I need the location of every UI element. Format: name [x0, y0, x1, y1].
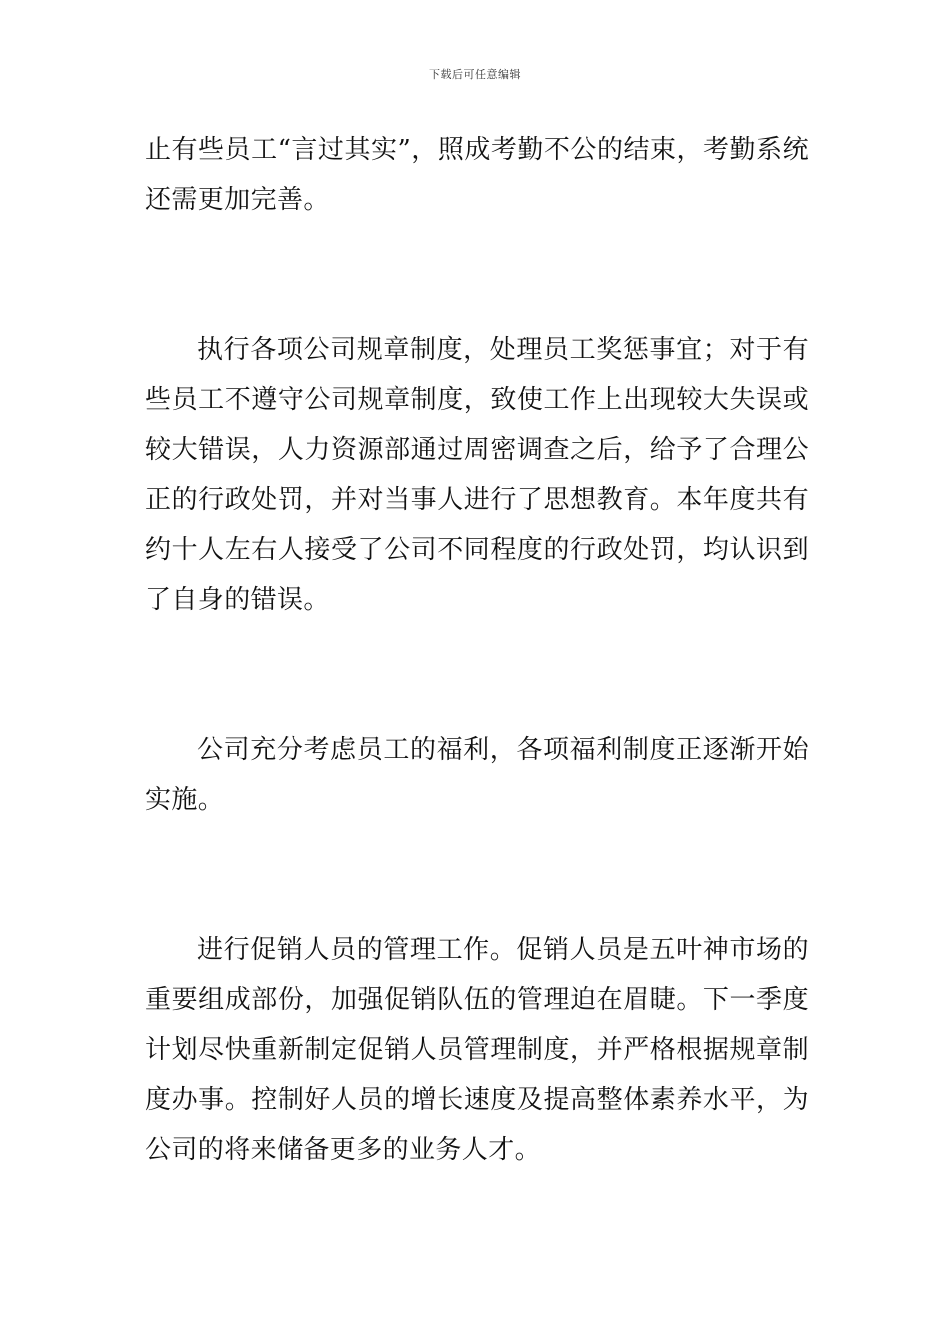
document-body	[145, 125, 809, 1175]
paragraph-promoter-management: 进行促销人员的管理工作。促销人员是五叶神市场的重要组成部份，加强促销队伍的管理迫在眉睫。下一季度计划尽快重新制定促销人员管理制度，并严格根据规章制度办事。控制好人员的增长速度及提高整体素养水平，为公司的将来储备更多的业务人才。	[145, 935, 809, 1165]
paragraph-welfare: 公司充分考虑员工的福利，各项福利制度正逐渐开始实施。	[145, 735, 809, 815]
page-header: 下载后可任意编辑	[429, 68, 521, 81]
paragraph-discipline: 执行各项公司规章制度，处理员工奖惩事宜；对于有些员工不遵守公司规章制度，致使工作上出现较大失误或较大错误，人力资源部通过周密调查之后，给予了合理公正的行政处罚，并对当事人进行了思想教育。本年度共有约十人左右人接受了公司不同程度的行政处罚，均认识到了自身的错误。	[145, 335, 809, 615]
paragraph-attendance-continued: 止有些员工“言过其实”，照成考勤不公的结束，考勤系统还需更加完善。	[145, 135, 809, 215]
